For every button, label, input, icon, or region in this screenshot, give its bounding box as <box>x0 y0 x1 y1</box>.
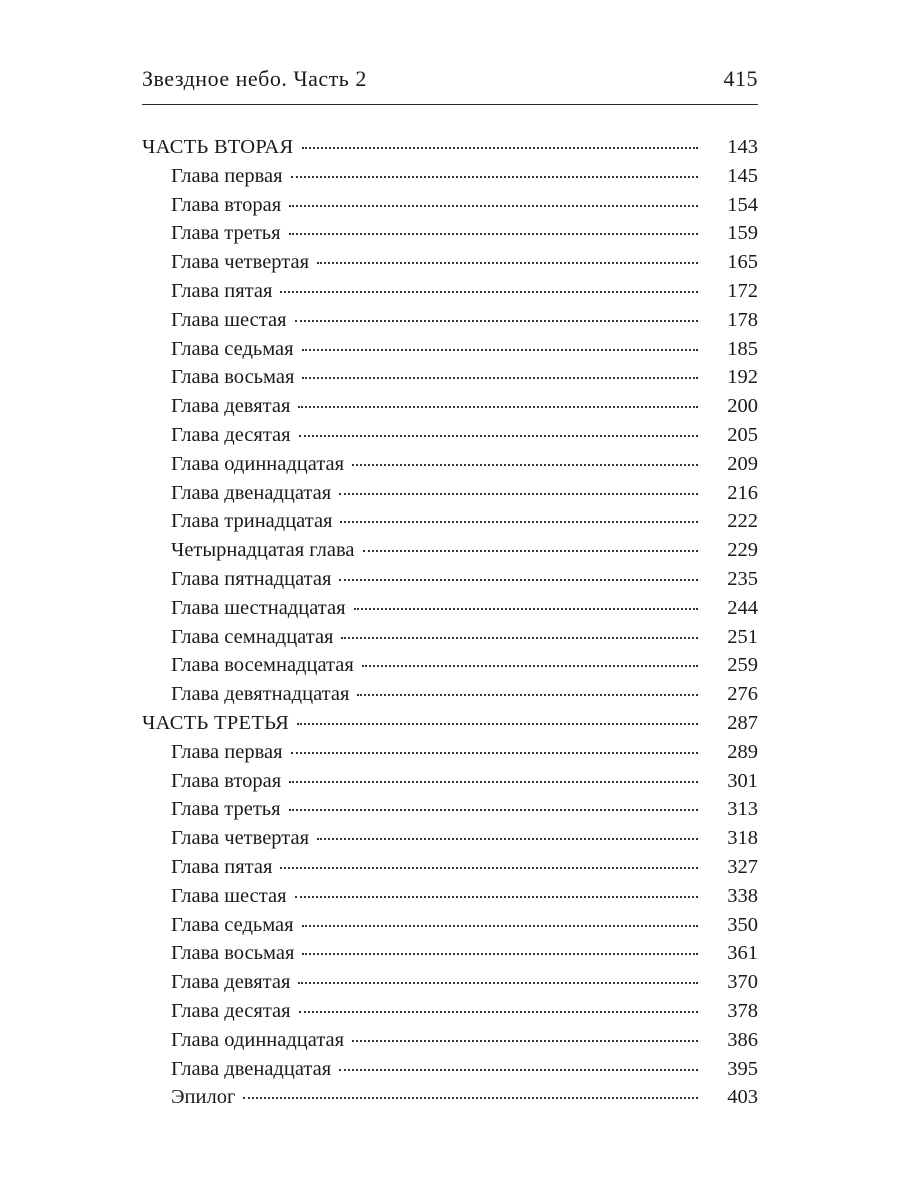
toc-chapter-entry <box>142 277 758 306</box>
toc-part-entry <box>142 133 758 162</box>
toc-entry-page-number: 205 <box>727 423 758 446</box>
dot-leader <box>302 924 698 927</box>
toc-entry-page-number: 154 <box>727 193 758 216</box>
dot-leader <box>289 808 698 811</box>
dot-leader <box>362 664 698 667</box>
toc-entry-page-number: 301 <box>727 769 758 792</box>
toc-entry-title: Глава шестая <box>171 884 287 907</box>
dot-leader <box>289 204 698 207</box>
toc-chapter-entry <box>142 795 758 824</box>
dot-leader <box>297 722 698 725</box>
toc-entry-title: Глава седьмая <box>171 337 294 360</box>
toc-entry-page-number: 200 <box>727 395 758 418</box>
dot-leader <box>352 463 698 466</box>
toc-entry-page-number: 318 <box>727 827 758 850</box>
toc-entry-page-number: 378 <box>727 999 758 1022</box>
dot-leader <box>291 751 698 754</box>
toc-entry-page-number: 370 <box>727 971 758 994</box>
toc-chapter-entry <box>142 939 758 968</box>
toc-entry-title: Глава десятая <box>171 999 291 1022</box>
toc-entry-page-number: 259 <box>727 654 758 677</box>
toc-entry-page-number: 287 <box>727 711 758 734</box>
toc-chapter-entry <box>142 306 758 335</box>
toc-entry-title: Глава шестая <box>171 308 287 331</box>
dot-leader <box>298 405 698 408</box>
toc-entry-title: Глава девятая <box>171 395 291 418</box>
toc-entry-page-number: 165 <box>727 251 758 274</box>
dot-leader <box>280 866 698 869</box>
toc-chapter-entry <box>142 853 758 882</box>
dot-leader <box>299 1010 698 1013</box>
toc-chapter-entry <box>142 1026 758 1055</box>
toc-chapter-entry <box>142 363 758 392</box>
toc-entry-title: Глава восьмая <box>171 366 295 389</box>
toc-entry-title: ЧАСТЬ ВТОРАЯ <box>142 136 294 158</box>
table-of-contents <box>142 133 758 1112</box>
toc-entry-page-number: 209 <box>727 452 758 475</box>
dot-leader <box>291 175 698 178</box>
toc-entry-title: Глава пятая <box>171 855 273 878</box>
toc-entry-title: Глава четвертая <box>171 251 310 274</box>
dot-leader <box>317 837 698 840</box>
dot-leader <box>302 376 698 379</box>
dot-leader <box>357 693 698 696</box>
toc-entry-page-number: 338 <box>727 884 758 907</box>
toc-chapter-entry <box>142 968 758 997</box>
toc-entry-page-number: 222 <box>727 510 758 533</box>
dot-leader <box>289 780 698 783</box>
dot-leader <box>339 492 698 495</box>
toc-entry-title: Глава пятнадцатая <box>171 567 332 590</box>
toc-chapter-entry <box>142 565 758 594</box>
dot-leader <box>317 261 698 264</box>
page-number: 415 <box>723 66 758 91</box>
toc-entry-page-number: 386 <box>727 1028 758 1051</box>
toc-chapter-entry <box>142 824 758 853</box>
dot-leader <box>340 520 698 523</box>
toc-chapter-entry <box>142 623 758 652</box>
toc-chapter-entry <box>142 680 758 709</box>
toc-entry-page-number: 251 <box>727 625 758 648</box>
dot-leader <box>302 146 698 149</box>
toc-entry-page-number: 313 <box>727 798 758 821</box>
toc-entry-title: Глава вторая <box>171 769 282 792</box>
toc-chapter-entry <box>142 248 758 277</box>
toc-chapter-entry <box>142 738 758 767</box>
toc-entry-title: Глава девятая <box>171 971 291 994</box>
toc-chapter-entry <box>142 594 758 623</box>
toc-entry-title: Глава восьмая <box>171 942 295 965</box>
toc-chapter-entry <box>142 479 758 508</box>
dot-leader <box>280 290 698 293</box>
toc-entry-title: Глава шестнадцатая <box>171 596 346 619</box>
toc-chapter-entry <box>142 219 758 248</box>
toc-chapter-entry <box>142 651 758 680</box>
dot-leader <box>302 952 698 955</box>
toc-entry-page-number: 159 <box>727 222 758 245</box>
toc-part-entry <box>142 709 758 738</box>
toc-entry-title: Эпилог <box>171 1086 236 1109</box>
toc-entry-title: Глава третья <box>171 222 281 245</box>
toc-entry-page-number: 216 <box>727 481 758 504</box>
toc-entry-page-number: 235 <box>727 567 758 590</box>
toc-chapter-entry <box>142 882 758 911</box>
toc-entry-title: Глава первая <box>171 740 283 763</box>
toc-entry-title: ЧАСТЬ ТРЕТЬЯ <box>142 711 290 734</box>
toc-entry-title: Глава четвертая <box>171 827 310 850</box>
toc-entry-title: Глава третья <box>171 798 281 821</box>
toc-entry-title: Глава пятая <box>171 279 273 302</box>
toc-chapter-entry <box>142 536 758 565</box>
toc-entry-page-number: 350 <box>727 913 758 936</box>
toc-entry-page-number: 289 <box>727 740 758 763</box>
toc-entry-page-number: 276 <box>727 683 758 706</box>
header-rule <box>142 104 758 105</box>
running-title: Звездное небо. Часть 2 <box>142 66 367 91</box>
dot-leader <box>289 232 698 235</box>
dot-leader <box>243 1096 698 1099</box>
toc-entry-title: Глава десятая <box>171 423 291 446</box>
toc-chapter-entry <box>142 335 758 364</box>
toc-chapter-entry <box>142 997 758 1026</box>
toc-entry-page-number: 185 <box>727 337 758 360</box>
toc-entry-title: Глава тринадцатая <box>171 510 333 533</box>
dot-leader <box>295 319 698 322</box>
toc-entry-page-number: 244 <box>727 596 758 619</box>
toc-entry-title: Глава девятнадцатая <box>171 683 350 706</box>
toc-chapter-entry <box>142 450 758 479</box>
toc-entry-title: Глава вторая <box>171 193 282 216</box>
toc-entry-page-number: 143 <box>727 136 758 158</box>
toc-chapter-entry <box>142 911 758 940</box>
toc-entry-page-number: 403 <box>727 1086 758 1109</box>
dot-leader <box>339 578 698 581</box>
toc-chapter-entry <box>142 162 758 191</box>
dot-leader <box>298 981 698 984</box>
toc-entry-title: Глава восемнадцатая <box>171 654 354 677</box>
dot-leader <box>363 549 698 552</box>
toc-entry-page-number: 192 <box>727 366 758 389</box>
toc-entry-page-number: 172 <box>727 279 758 302</box>
toc-entry-title: Глава одиннадцатая <box>171 1028 345 1051</box>
toc-entry-title: Глава двенадцатая <box>171 481 332 504</box>
toc-chapter-entry <box>142 1083 758 1112</box>
toc-entry-page-number: 395 <box>727 1057 758 1080</box>
dot-leader <box>339 1068 698 1071</box>
toc-chapter-entry <box>142 392 758 421</box>
toc-entry-title: Глава двенадцатая <box>171 1057 332 1080</box>
toc-chapter-entry <box>142 767 758 796</box>
running-header <box>142 66 758 100</box>
toc-chapter-entry <box>142 1055 758 1084</box>
toc-entry-page-number: 361 <box>727 942 758 965</box>
dot-leader <box>354 607 698 610</box>
toc-entry-title: Глава семнадцатая <box>171 625 334 648</box>
toc-chapter-entry <box>142 507 758 536</box>
toc-entry-page-number: 178 <box>727 308 758 331</box>
dot-leader <box>299 434 698 437</box>
dot-leader <box>341 636 698 639</box>
dot-leader <box>295 895 698 898</box>
dot-leader <box>302 348 698 351</box>
toc-entry-page-number: 145 <box>727 164 758 187</box>
dot-leader <box>352 1039 698 1042</box>
toc-chapter-entry <box>142 191 758 220</box>
toc-entry-page-number: 229 <box>727 539 758 562</box>
toc-entry-title: Глава седьмая <box>171 913 294 936</box>
toc-chapter-entry <box>142 421 758 450</box>
toc-entry-title: Глава одиннадцатая <box>171 452 345 475</box>
toc-entry-title: Четырнадцатая глава <box>171 539 355 562</box>
toc-entry-page-number: 327 <box>727 855 758 878</box>
toc-entry-title: Глава первая <box>171 164 283 187</box>
